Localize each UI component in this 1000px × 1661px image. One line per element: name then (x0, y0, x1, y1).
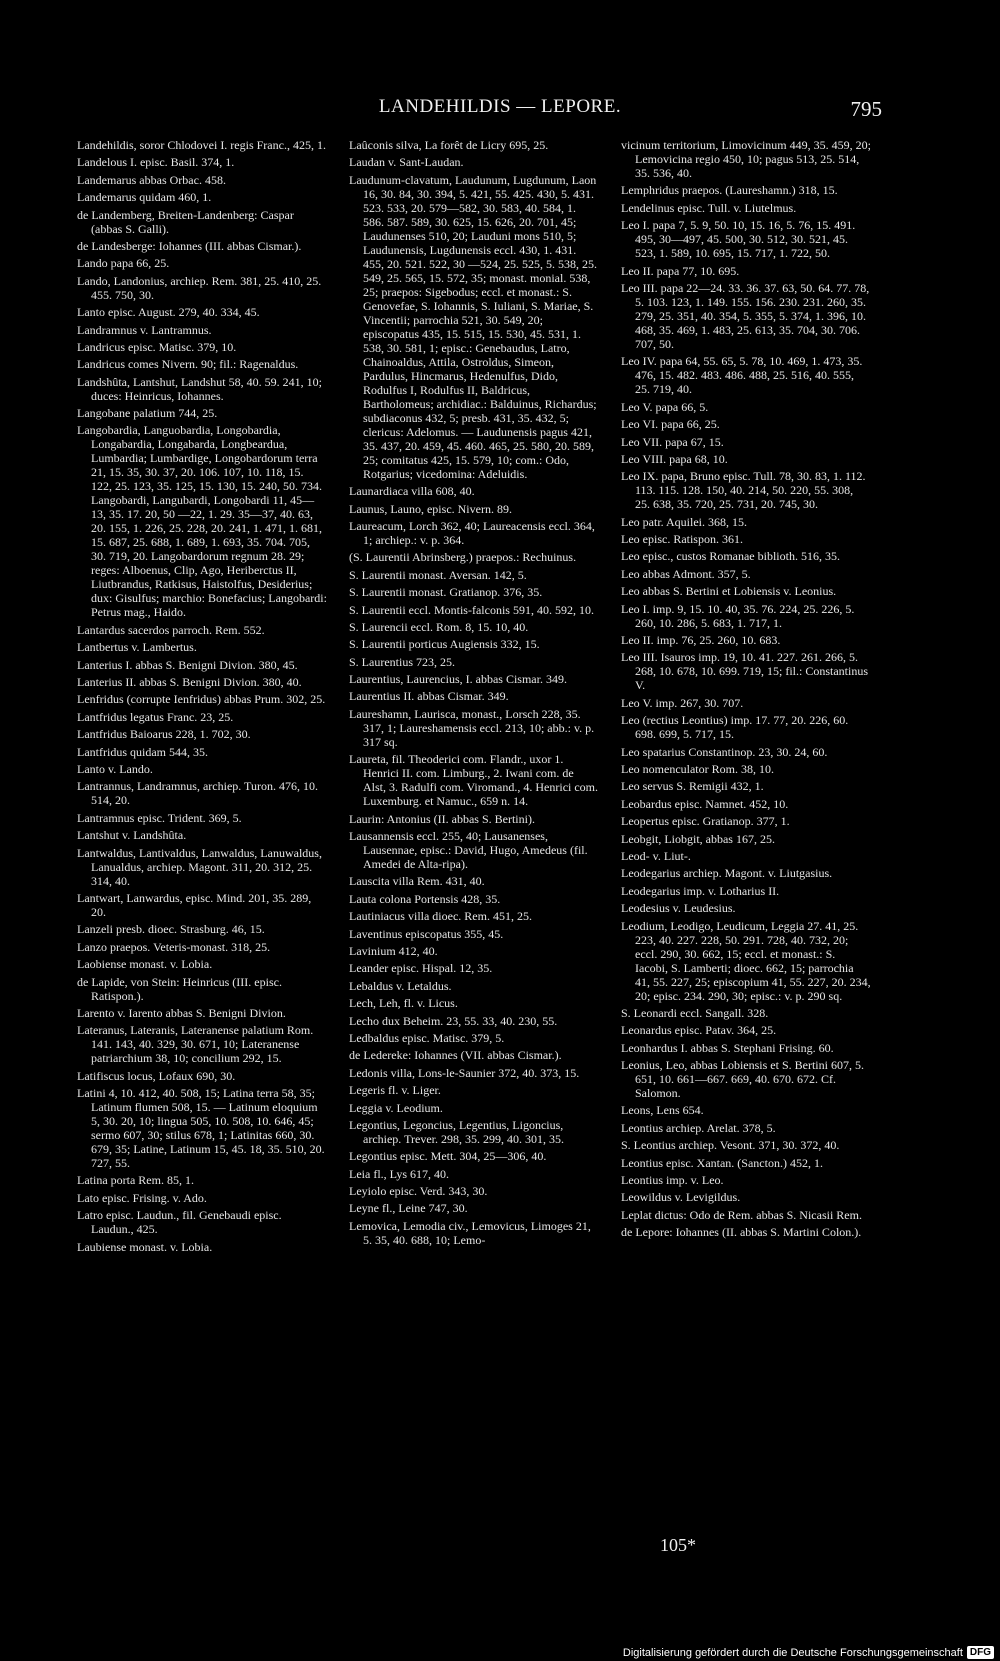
index-column-2 (349, 138, 599, 1250)
index-entry: Laûconis silva, La forêt de Licry 695, 25. (349, 138, 549, 152)
index-entry: Legeris fl. v. Liger. (349, 1083, 441, 1098)
index-entry: Leodium, Leodigo, Leudicum, Leggia 27. 41, 25. 223, 40. 227. 228, 50. 291. 728, 40. 732, 20; eccl. 290, 30. 662, 15; eccl. et monast.: S. Iacobi, S. Lamberti; dioec. 662, 15; parrochia 41, 55. 227, 25; episcopium 41, 55. 227, 20. 234, 20; episc. 234. 290, 30; episc.: v. p. 290 sq. (621, 918, 871, 1003)
index-entry: Laubiense monast. v. Lobia. (77, 1239, 213, 1254)
index-entry: de Ledereke: Iohannes (VII. abbas Cismar.). (349, 1048, 562, 1063)
index-entry: vicinum territorium, Limovicinum 449, 35. 459, 20; Lemovicina regio 450, 10; pagus 513, 25. 514, 35. 536, 40. (621, 138, 871, 180)
signature-mark: 105* (660, 1535, 696, 1555)
index-entry: Latifiscus locus, Lofaux 690, 30. (77, 1068, 236, 1083)
index-entry: Leo IV. papa 64, 55. 65, 5. 78, 10. 469, 1. 473, 35. 476, 15. 482. 483. 486. 488, 25. 516, 40. 555, 25. 719, 40. (621, 354, 863, 397)
index-entry: Lecho dux Beheim. 23, 55. 33, 40. 230, 55. (349, 1013, 558, 1028)
index-entry: S. Leonardi eccl. Sangall. 328. (621, 1005, 769, 1020)
index-entry: Lauscita villa Rem. 431, 40. (349, 874, 485, 889)
index-entry: Lantfridus legatus Franc. 23, 25. (77, 709, 234, 724)
index-column-3 (621, 138, 871, 1243)
index-entry: Lanto episc. August. 279, 40. 334, 45. (77, 305, 260, 320)
index-entry: de Lepore: Iohannes (II. abbas S. Martini Colon.). (621, 1225, 862, 1240)
index-entry: Leonius, Leo, abbas Lobiensis et S. Bertini 607, 5. 651, 10. 661—667. 669, 40. 670. 672. Cf. Salomon. (621, 1058, 864, 1101)
index-entry: Laudan v. Sant-Laudan. (349, 155, 464, 170)
index-entry: Langobardia, Languobardia, Longobardia, Longabardia, Longabarda, Longbeardua, Lumbardia; Lumbardige, Longobardorum terra 21, 15. 35, 30. 37, 20. 106. 107, 10. 118, 15. 122, 25. 123, 35. 125, 15. 130, 15. 240, 50. 734. Langobardi, Langubardi, Longobardi 11, 45—13, 35. 17. 20, 50 —22, 1. 29. 35—37, 40. 63, 20. 155, 1. 226, 25. 228, 20. 241, 1. 471, 1. 681, 15. 687, 25. 688, 1. 689, 1. 693, 35. 704. 705, 30. 719, 20. Langobardorum regnum 28. 29; reges: Alboenus, Clip, Ago, Heriberctus II, Liutbrandus, Ratkisus, Haistolfus, Desiderius; dux: Gisulfus; marchio: Bonefacius; Langobardi: Petrus mag., Haido. (77, 423, 327, 620)
index-entry: Leowildus v. Levigildus. (621, 1190, 741, 1205)
index-entry: S. Laurentii porticus Augiensis 332, 15. (349, 637, 540, 652)
index-entry: Launus, Launo, episc. Nivern. 89. (349, 501, 512, 516)
index-entry: Leobardus episc. Namnet. 452, 10. (621, 796, 789, 811)
index-entry: Laureshamn, Laurisca, monast., Lorsch 228, 35. 317, 1; Laureshamensis eccl. 213, 10; abb.: v. p. 317 sq. (349, 706, 595, 749)
digitization-credit[interactable] (623, 1646, 994, 1659)
index-column-1 (77, 138, 327, 1257)
index-entry: de Lapide, von Stein: Heinricus (III. episc. Ratispon.). (77, 974, 282, 1003)
index-entry: Laurentius II. abbas Cismar. 349. (349, 689, 509, 704)
index-entry: Laurin: Antonius (II. abbas S. Bertini). (349, 811, 535, 826)
page-title: LANDEHILDIS — LEPORE. (378, 96, 622, 117)
index-entry: Leo VIII. papa 68, 10. (621, 451, 728, 466)
index-entry: Launardiaca villa 608, 40. (349, 484, 475, 499)
index-entry: Leo II. papa 77, 10. 695. (621, 263, 740, 278)
index-entry: Lauta colona Portensis 428, 35. (349, 891, 501, 906)
index-entry: Landemarus quidam 460, 1. (77, 190, 212, 205)
dfg-logo-icon: DFG (967, 1646, 994, 1659)
index-entry: Lanzeli presb. dioec. Strasburg. 46, 15. (77, 922, 265, 937)
index-entry: Landshûta, Lantshut, Landshut 58, 40. 59. 241, 10; duces: Heinricus, Iohannes. (77, 374, 322, 403)
index-entry: Lanto v. Lando. (77, 761, 153, 776)
index-entry: S. Leontius archiep. Vesont. 371, 30. 372, 40. (621, 1138, 840, 1153)
index-entry: Leggia v. Leodium. (349, 1100, 443, 1115)
index-entry: Lanterius I. abbas S. Benigni Divion. 380, 45. (77, 657, 298, 672)
index-entry: Leontius imp. v. Leo. (621, 1173, 724, 1188)
index-entry: Laobiense monast. v. Lobia. (77, 957, 213, 972)
index-entry: Leod- v. Liut-. (621, 848, 691, 863)
index-entry: Laventinus episcopatus 355, 45. (349, 926, 504, 941)
index-entry: Laureta, fil. Theoderici com. Flandr., uxor 1. Henrici II. com. Limburg., 2. Iwani com. de Alst, 3. Radulfi com. Viromand., 4. Henrici com. Luxemburg. et Namuc., 659 n. 14. (349, 752, 599, 809)
page-header (0, 0, 1000, 120)
index-entry: Lando papa 66, 25. (77, 256, 170, 271)
index-entry: Leo servus S. Remigii 432, 1. (621, 779, 764, 794)
index-entry: Latro episc. Laudun., fil. Genebaudi episc. Laudun., 425. (77, 1208, 282, 1237)
index-entry: Lemovica, Lemodia civ., Lemovicus, Limoges 21, 5. 35, 40. 688, 10; Lemo- (349, 1218, 591, 1247)
index-entry: Leons, Lens 654. (621, 1103, 704, 1118)
index-entry: Leo episc. Ratispon. 361. (621, 532, 743, 547)
index-entry: Landricus episc. Matisc. 379, 10. (77, 339, 237, 354)
index-entry: Lavinium 412, 40. (349, 943, 438, 958)
page-number: 795 (850, 97, 882, 121)
index-entry: Leonardus episc. Patav. 364, 25. (621, 1023, 777, 1038)
index-entry: Leo IX. papa, Bruno episc. Tull. 78, 30. 83, 1. 112. 113. 115. 128. 150, 40. 214, 50. 220, 55. 308, 25. 638, 35. 720, 25. 731, 20. 745, 30. (621, 469, 866, 512)
index-entry: Leo spatarius Constantinop. 23, 30. 24, 60. (621, 744, 828, 759)
index-entry: Leo episc., custos Romanae biblioth. 516, 35. (621, 549, 840, 564)
index-entry: Lemphridus praepos. (Laureshamn.) 318, 15. (621, 183, 838, 198)
index-entry: Leontius archiep. Arelat. 378, 5. (621, 1120, 776, 1135)
index-entry: Ledbaldus episc. Matisc. 379, 5. (349, 1030, 505, 1045)
index-entry: Lendelinus episc. Tull. v. Liutelmus. (621, 200, 797, 215)
index-entry: Leyiolo episc. Verd. 343, 30. (349, 1184, 488, 1199)
index-entry: Leo VI. papa 66, 25. (621, 417, 720, 432)
index-entry: (S. Laurentii Abrinsberg.) praepos.: Rechuinus. (349, 550, 577, 565)
index-entry: Leopertus episc. Gratianop. 377, 1. (621, 814, 790, 829)
index-entry: Laureacum, Lorch 362, 40; Laureacensis eccl. 364, 1; archiep.: v. p. 364. (349, 518, 595, 547)
index-entry: Leonhardus I. abbas S. Stephani Frising. 60. (621, 1040, 834, 1055)
index-entry: S. Laurentii monast. Gratianop. 376, 35. (349, 585, 543, 600)
index-entry: Leodegarius archiep. Magont. v. Liutgasius. (621, 866, 833, 881)
index-entry: Lenfridus (corrupte Ienfridus) abbas Prum. 302, 25. (77, 692, 326, 707)
index-entry: Lanzo praepos. Veteris-monast. 318, 25. (77, 939, 271, 954)
index-entry: Lantshut v. Landshûta. (77, 828, 187, 843)
index-entry: Leodesius v. Leudesius. (621, 901, 736, 916)
index-entry: Laudunum-clavatum, Laudunum, Lugdunum, Laon 16, 30. 84, 30. 394, 5. 421, 55. 425. 430, 5. 431. 523. 533, 20. 579—582, 30. 583, 40. 584, 1. 586. 587. 589, 30. 625, 15. 626, 20. 701, 45; Laudunenses 510, 20; Lauduni mons 510, 5; Laudunensis, Lugdunensis eccl. 430, 1. 431. 455, 20. 521. 522, 30 —524, 25. 525, 5. 538, 25. 549, 25. 565, 15. 572, 35; monast. monial. 538, 25; praepos: Sigebodus; eccl. et monast.: S. Genovefae, S. Iohannis, S. Iuliani, S. Mariae, S. Vincentii; parrochia 521, 30. 549, 20; episcopatus 435, 15. 515, 15. 530, 45. 531, 1. 538, 30. 581, 1; episc.: Genebaudus, Latro, Chainoaldus, Attila, Ostroldus, Simeon, Pardulus, Hincmarus, Hedenulfus, Dido, Rodulfus I, Rodulfus II, Baldricus, Bartholomeus; archidiac.: Balduinus, Richardus; subdiaconus 432, 5; presb. 431, 35. 432, 5; clericus: Adelomus. — Laudunensis pagus 421, 35. 437, 20. 459, 45. 460. 465, 25. 580, 20. 589, 25; comitatus 425, 15. 579, 10; com.: Odo, Rotgarius; vicedomina: Adeluidis. (349, 172, 597, 481)
index-entry: Lantwaldus, Lantivaldus, Lanwaldus, Lanuwaldus, Lanualdus, archiep. Magont. 311, 20. 312, 25. 314, 40. (77, 845, 322, 888)
index-entry: Leo V. papa 66, 5. (621, 399, 709, 414)
index-entry: Ledonis villa, Lons-le-Saunier 372, 40. 373, 15. (349, 1065, 580, 1080)
index-entry: Landehildis, soror Chlodovei I. regis Franc., 425, 1. (77, 138, 326, 152)
index-entry: Lanterius II. abbas S. Benigni Divion. 380, 40. (77, 675, 302, 690)
index-entry: S. Laurentii eccl. Montis-falconis 591, 40. 592, 10. (349, 602, 594, 617)
index-entry: Latina porta Rem. 85, 1. (77, 1173, 194, 1188)
index-entry: Lebaldus v. Letaldus. (349, 978, 452, 993)
index-entry: Leplat dictus: Odo de Rem. abbas S. Nicasii Rem. (621, 1207, 862, 1222)
index-entry: Lantardus sacerdos parroch. Rem. 552. (77, 622, 265, 637)
index-entry: Lantramnus episc. Trident. 369, 5. (77, 810, 242, 825)
index-entry: Landricus comes Nivern. 90; fil.: Ragenaldus. (77, 357, 299, 372)
index-entry: Lantwart, Lanwardus, episc. Mind. 201, 35. 289, 20. (77, 890, 312, 919)
index-entry: Lautiniacus villa dioec. Rem. 451, 25. (349, 909, 532, 924)
index-entry: Lato episc. Frising. v. Ado. (77, 1190, 207, 1205)
index-entry: Legontius, Legoncius, Legentius, Ligoncius, archiep. Trever. 298, 35. 299, 40. 301, 35. (349, 1117, 564, 1146)
index-entry: Lantfridus Baioarus 228, 1. 702, 30. (77, 727, 251, 742)
index-entry: de Landesberge: Iohannes (III. abbas Cismar.). (77, 238, 302, 253)
index-entry: Lech, Leh, fl. v. Licus. (349, 996, 458, 1011)
index-entry: Leo abbas Admont. 357, 5. (621, 566, 751, 581)
index-entry: Landemarus abbas Orbac. 458. (77, 172, 226, 187)
index-entry: Leo VII. papa 67, 15. (621, 434, 724, 449)
index-entry: Lando, Landonius, archiep. Rem. 381, 25. 410, 25. 455. 750, 30. (77, 273, 322, 302)
index-entry: Landelous I. episc. Basil. 374, 1. (77, 155, 235, 170)
index-entry: Leia fl., Lys 617, 40. (349, 1166, 449, 1181)
index-entry: Lantfridus quidam 544, 35. (77, 744, 208, 759)
index-entry: Leo V. imp. 267, 30. 707. (621, 695, 744, 710)
index-entry: Leo patr. Aquilei. 368, 15. (621, 514, 747, 529)
digitization-note: Digitalisierung gefördert durch die Deutsche Forschungsgemeinschaft (622, 1646, 963, 1659)
index-entry: Leo III. Isauros imp. 19, 10. 41. 227. 261. 266, 5. 268, 10. 678, 10. 699. 719, 15; fil.: Constantinus V. (621, 650, 869, 693)
index-entry: Lausannensis eccl. 255, 40; Lausanenses, Lausennae, episc.: David, Hugo, Amedeus (fil. Amedei de Alta-ripa). (349, 829, 588, 872)
index-entry: Leodegarius imp. v. Lotharius II. (621, 883, 780, 898)
index-entry: Lantbertus v. Lambertus. (77, 640, 197, 655)
index-entry: de Landemberg, Breiten-Landenberg: Caspar (abbas S. Galli). (77, 207, 294, 236)
index-entry: Larento v. Iarento abbas S. Benigni Divion. (77, 1005, 286, 1020)
index-entry: S. Laurentius 723, 25. (349, 654, 455, 669)
index-entry: Lateranus, Lateranis, Lateranense palatium Rom. 141. 143, 40. 329, 30. 671, 10; Lateranense patriarchium 38, 10; concilium 292, 15. (77, 1023, 314, 1066)
index-entry: Leontius episc. Xantan. (Sancton.) 452, 1. (621, 1155, 823, 1170)
index-entry: Leyne fl., Leine 747, 30. (349, 1201, 468, 1216)
index-entry: Leobgit, Liobgit, abbas 167, 25. (621, 831, 775, 846)
index-entry: Langobane palatium 744, 25. (77, 406, 218, 421)
index-entry: Leo I. imp. 9, 15. 10. 40, 35. 76. 224, 25. 226, 5. 260, 10. 286, 5. 683, 1. 717, 1. (621, 601, 855, 630)
index-entry: S. Laurencii eccl. Rom. 8, 15. 10, 40. (349, 619, 529, 634)
index-entry: Leo II. imp. 76, 25. 260, 10. 683. (621, 633, 781, 648)
index-entry: Leo III. papa 22—24. 33. 36. 37. 63, 50. 64. 77. 78, 5. 103. 123, 1. 149. 155. 156. 230. 231. 260, 35. 279, 25. 351, 40. 354, 5. 355, 5. 374, 1. 396, 10. 468, 35. 469, 1. 483, 25. 613, 35. 704, 30. 706. 707, 50. (621, 280, 870, 351)
index-entry: Leo abbas S. Bertini et Lobiensis v. Leonius. (621, 584, 837, 599)
index-entry: Lantrannus, Landramnus, archiep. Turon. 476, 10. 514, 20. (77, 779, 318, 808)
index-entry: Laurentius, Laurencius, I. abbas Cismar. 349. (349, 672, 567, 687)
index-entry: Leo nomenculator Rom. 38, 10. (621, 761, 774, 776)
index-entry: S. Laurentii monast. Aversan. 142, 5. (349, 567, 527, 582)
index-entry: Legontius episc. Mett. 304, 25—306, 40. (349, 1149, 547, 1164)
index-entry: Latini 4, 10. 412, 40. 508, 15; Latina terra 58, 35; Latinum flumen 508, 15. — Latinum eloquium 5, 30. 20, 10; lingua 505, 10. 508, 10. 646, 45; sermo 607, 30; stilus 678, 1; Latinitas 660, 30. 679, 35; Latine, Latinum 15, 45. 18, 35. 510, 20. 727, 55. (77, 1086, 325, 1171)
index-entry: Leander episc. Hispal. 12, 35. (349, 961, 493, 976)
index-entry: Leo I. papa 7, 5. 9, 50. 10, 15. 16, 5. 76, 15. 491. 495, 30—497, 45. 500, 30. 512, 30. 521, 45. 523, 1. 589, 10. 695, 15. 717, 1. 722, 50. (621, 218, 856, 261)
index-entry: Landramnus v. Lantramnus. (77, 322, 212, 337)
index-entry: Leo (rectius Leontius) imp. 17. 77, 20. 226, 60. 698. 699, 5. 717, 15. (621, 713, 849, 742)
